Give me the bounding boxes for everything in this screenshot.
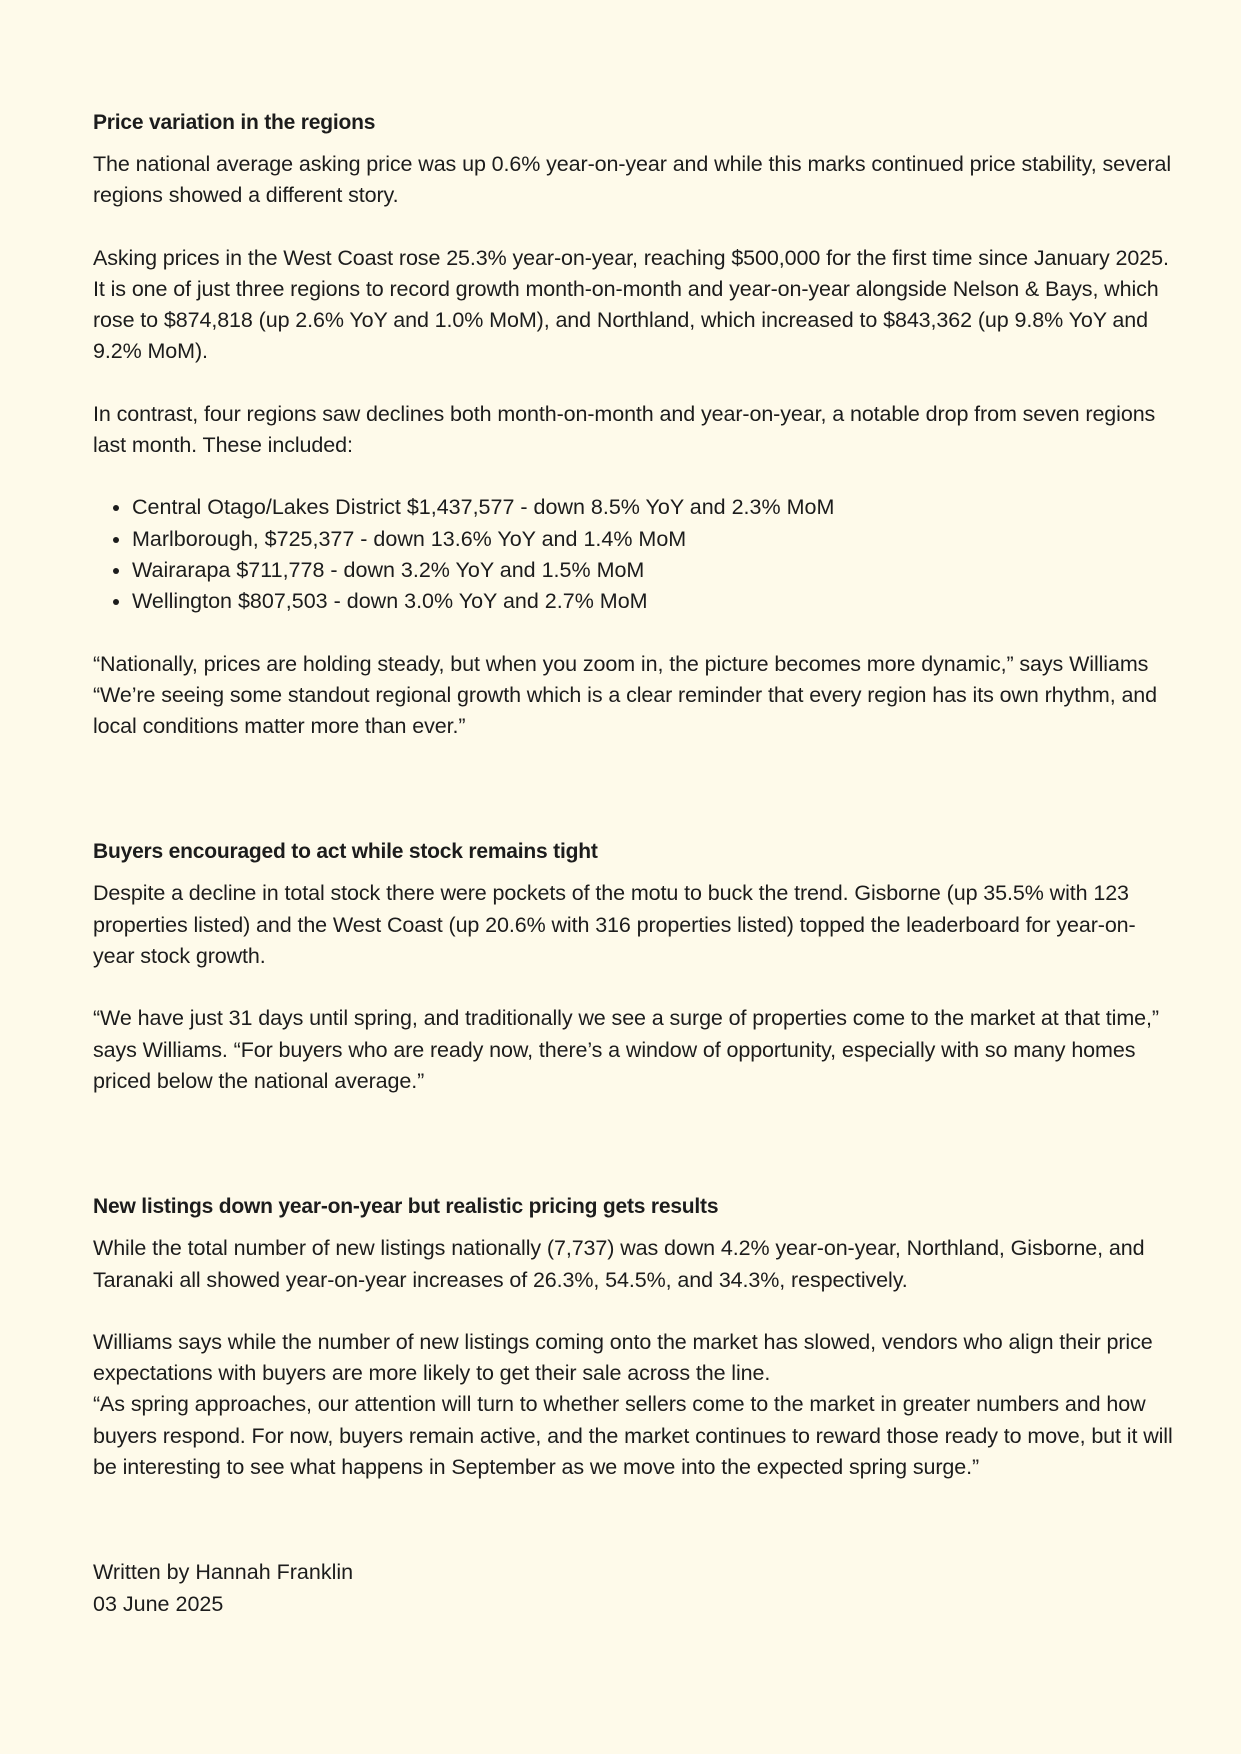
list-item: • Marlborough, $725,377 - down 13.6% YoY and 1.4% MoM (132, 524, 1173, 555)
paragraph: In contrast, four regions saw declines both month-on-month and year-on-year, a notable drop from seven regions last month. These included: (93, 401, 1156, 458)
section-buyers-encouraged (93, 837, 1173, 1097)
section-heading: Price variation in the regions (93, 111, 376, 134)
section-price-variation (93, 108, 1173, 742)
section-new-listings (93, 1192, 1173, 1483)
list-item: • Wellington $807,503 - down 3.0% YoY and 2.7% MoM (132, 586, 1173, 617)
paragraph: While the total number of new listings nationally (7,737) was down 4.2% year-on-year, Northland, Gisborne, and Taranaki all showed year-on-year increases of 26.3%, 54.5%, and 34.3%, respectively. (93, 1236, 1145, 1292)
section-heading: New listings down year-on-year but realistic pricing gets results (93, 1195, 719, 1219)
article (93, 108, 1173, 1620)
byline (93, 1557, 1173, 1620)
publish-date: 03 June 2025 (93, 1591, 224, 1616)
section-heading: Buyers encouraged to act while stock remains tight (93, 840, 598, 864)
paragraph: Despite a decline in total stock there were pockets of the motu to buck the trend. Gisborne (up 35.5% with 123 properties listed) and the West Coast (up 20.6% with 316 properties listed) topped the leaderboard for year-on-year stock growth. (93, 881, 1136, 969)
quote-paragraph: “As spring approaches, our attention will turn to whether sellers come to the market in greater numbers and how buyers respond. For now, buyers remain active, and the market continues to reward those ready to move, but it will be interesting to see what happens in September as we move into the expected spring surge.” (93, 1392, 1173, 1480)
author: Written by Hannah Franklin (93, 1560, 354, 1585)
quote-paragraph: “We have just 31 days until spring, and traditionally we see a surge of properties come to the market at that time,” says Williams. “For buyers who are ready now, there’s a window of opportunity, especially with so many homes priced below the national average.” (93, 1006, 1159, 1093)
paragraph: The national average asking price was up 0.6% year-on-year and while this marks continued price stability, several regions showed a different story. (93, 152, 1172, 208)
list-item: • Central Otago/Lakes District $1,437,577 - down 8.5% YoY and 2.3% MoM (132, 492, 1173, 523)
quote-paragraph: “Nationally, prices are holding steady, but when you zoom in, the picture becomes more dynamic,” says Williams “We’re seeing some standout regional growth which is a clear reminder that every region has its own rhythm, and local conditions matter more than ever.” (93, 651, 1158, 739)
paragraph: Asking prices in the West Coast rose 25.3% year-on-year, reaching $500,000 for the first time since January 2025. It is one of just three regions to record growth month-on-month and year-on-year alongside Nelson & Bays, which rose to $874,818 (up 2.6% YoY and 1.0% MoM), and Northland, which increased to $843,362 (up 9.8% YoY and 9.2% MoM). (93, 245, 1169, 364)
paragraph: Williams says while the number of new listings coming onto the market has slowed, vendors who align their price expectations with buyers are more likely to get their sale across the line. (93, 1329, 1153, 1386)
list-item: • Wairarapa $711,778 - down 3.2% YoY and 1.5% MoM (132, 555, 1173, 586)
region-decline-list (93, 492, 1173, 617)
